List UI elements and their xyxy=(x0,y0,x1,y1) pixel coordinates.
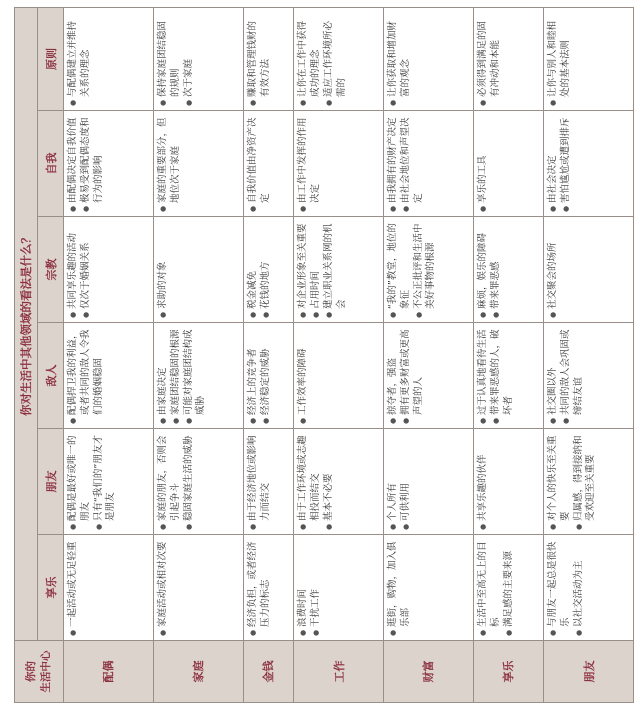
bullet-item: ● 享乐的工具 xyxy=(477,115,490,212)
bullet-list xyxy=(247,539,273,636)
row-header: 工作 xyxy=(294,641,384,703)
row-header: 朋友 xyxy=(544,641,634,703)
bullet-list xyxy=(67,115,105,212)
bullet-list xyxy=(387,433,413,530)
bullet-item: ● 让你获取和增加财富的观念 xyxy=(387,12,413,106)
bullet-list xyxy=(387,115,425,212)
bullet-list xyxy=(67,12,93,106)
bullet-list xyxy=(297,539,323,636)
bullet-list xyxy=(67,539,80,636)
bullet-item: ● 配偶是最好或唯一的朋友 xyxy=(67,433,93,530)
column-header-row xyxy=(38,7,64,702)
table-cell xyxy=(153,323,243,429)
bullet-item: ● 由配偶决定自我价值 xyxy=(67,115,80,212)
bullet-list xyxy=(477,221,503,318)
bullet-item: ● 家庭团结稳固的根源 xyxy=(170,327,183,424)
bullet-item: ● 经济稳定的威胁 xyxy=(260,327,273,424)
table-cell xyxy=(473,217,543,323)
bullet-item: ● 浪费时间 xyxy=(297,539,310,636)
table-cell xyxy=(544,429,634,535)
bullet-item: ● 税金减免 xyxy=(247,221,260,318)
bullet-list xyxy=(547,221,560,318)
bullet-list xyxy=(547,433,598,530)
bullet-item: ● 对个人的快乐至关重要 xyxy=(547,433,573,530)
bullet-item: ● “我的”教堂，地位的象征 xyxy=(387,221,413,318)
table-cell xyxy=(243,323,293,429)
bullet-list xyxy=(247,115,273,212)
bullet-item: ● 对企业形象至关重要 xyxy=(297,221,310,318)
bullet-item: ● 由我拥有的财产决定 xyxy=(387,115,400,212)
table-row xyxy=(384,7,474,702)
bullet-list xyxy=(547,327,585,424)
corner-line-2: 生活中心 xyxy=(40,650,52,693)
bullet-item: ● 建立职业关系网的机会 xyxy=(323,221,349,318)
bullet-item: ● 让你与别人和睦相处的基本法则 xyxy=(547,12,573,106)
bullet-list xyxy=(387,12,413,106)
table-cell xyxy=(294,429,384,535)
table-cell xyxy=(294,111,384,217)
bullet-item: ● 掠夺者，强盗 xyxy=(387,327,400,424)
bullet-item: ● 干扰工作 xyxy=(310,539,323,636)
bullet-item: ● 可能对家庭团结构成威胁 xyxy=(183,327,209,424)
table-cell xyxy=(294,217,384,323)
bullet-item: ● 让你在工作中获得成功的理念 xyxy=(297,12,323,106)
bullet-list xyxy=(387,221,438,318)
bullet-item: ● 只有“我们的”朋友才是朋友 xyxy=(93,433,119,530)
bullet-list xyxy=(157,12,195,106)
bullet-list xyxy=(247,327,273,424)
table-cell xyxy=(153,217,243,323)
bullet-item: ● 个人所有 xyxy=(387,433,400,530)
bullet-item: ● 与配偶建立并维持关系的理念 xyxy=(67,12,93,106)
row-header: 财富 xyxy=(384,641,474,703)
table-body xyxy=(64,7,634,702)
table-cell xyxy=(153,7,243,110)
table-cell xyxy=(473,111,543,217)
bullet-item: ● 工作效率的障碍 xyxy=(297,327,310,424)
bullet-list xyxy=(387,327,425,424)
bullet-item: ● 赚取和管理钱财的有效方法 xyxy=(247,12,273,106)
bullet-item: ● 由于工作环境或志趣相投而结交 xyxy=(297,433,323,530)
table-cell xyxy=(294,535,384,641)
bullet-list xyxy=(67,221,93,318)
column-header: 原则 xyxy=(38,7,64,110)
bullet-item: ● 由于经济地位或影响力而结交 xyxy=(247,433,273,530)
row-header: 配偶 xyxy=(64,641,154,703)
bullet-item: ● 家庭活动或相对次要 xyxy=(157,539,170,636)
bullet-list xyxy=(157,221,170,318)
table-row xyxy=(153,7,243,702)
row-header: 家庭 xyxy=(153,641,243,703)
bullet-list xyxy=(247,12,273,106)
table-cell xyxy=(153,111,243,217)
bullet-item: ● 与朋友一起总是很快乐 xyxy=(547,539,573,636)
bullet-item: ● 经济上的竞争者 xyxy=(247,327,260,424)
table-cell xyxy=(384,429,474,535)
table-cell xyxy=(243,217,293,323)
table-cell xyxy=(473,535,543,641)
bullet-list xyxy=(297,221,348,318)
table-cell xyxy=(384,217,474,323)
bullet-item: ● 家庭的朋友，否则会引起争斗 xyxy=(157,433,183,530)
bullet-list xyxy=(297,12,348,106)
bullet-list xyxy=(157,327,208,424)
bullet-list xyxy=(547,12,573,106)
bullet-list xyxy=(157,115,183,212)
row-header: 金钱 xyxy=(243,641,293,703)
bullet-item: ● 可供利用 xyxy=(400,433,413,530)
bullet-item: ● 一起活动或无足轻重 xyxy=(67,539,80,636)
bullet-item: ● 不公正批评和生活中美好事物的根源 xyxy=(413,221,439,318)
bullet-item: ● 带来罪恶感的人，破坏者 xyxy=(490,327,516,424)
bullet-list xyxy=(157,433,195,530)
table-cell xyxy=(243,429,293,535)
bullet-item: ● 共同享乐趣的活动 xyxy=(67,221,80,318)
bullet-item: ● 经济负担，或者经济压力的标志 xyxy=(247,539,273,636)
bullet-item: ● 基本不必要 xyxy=(323,433,336,530)
table-cell xyxy=(384,7,474,110)
column-header: 享乐 xyxy=(38,535,64,641)
table-row xyxy=(243,7,293,702)
bullet-item: ● 过于认真地看待生活 xyxy=(477,327,490,424)
bullet-item: ● 以社交活动为主 xyxy=(573,539,586,636)
corner-line-1: 你的 xyxy=(25,661,38,682)
bullet-item: ● 由社会决定 xyxy=(547,115,560,212)
table-cell xyxy=(544,7,634,110)
bullet-item: ● 社交聚会的场所 xyxy=(547,221,560,318)
bullet-item: ● 共同的敌人会巩固或缔结友谊 xyxy=(560,327,586,424)
table-cell xyxy=(294,323,384,429)
bullet-list xyxy=(157,539,170,636)
table-cell xyxy=(544,111,634,217)
table-row xyxy=(544,7,634,702)
table-cell xyxy=(294,7,384,110)
bullet-item: ● 占用时间 xyxy=(310,221,323,318)
table-cell xyxy=(473,429,543,535)
table-cell xyxy=(384,535,474,641)
bullet-item: ● 自我价值由净资产决定 xyxy=(247,115,273,212)
bullet-item: ● 害怕尴尬或遭到排斥 xyxy=(560,115,573,212)
bullet-item: ● 仅次于婚姻关系 xyxy=(80,221,93,318)
bullet-list xyxy=(297,433,335,530)
table-cell xyxy=(64,323,154,429)
column-header: 朋友 xyxy=(38,429,64,535)
bullet-list xyxy=(247,221,273,318)
bullet-item: ● 求助的对象 xyxy=(157,221,170,318)
bullet-list xyxy=(477,539,515,636)
table-cell xyxy=(153,429,243,535)
bullet-list xyxy=(547,115,573,212)
bullet-list xyxy=(297,327,310,424)
table-cell xyxy=(384,323,474,429)
bullet-list xyxy=(387,539,413,636)
bullet-item: ● 归属感，得到接纳和受欢迎至关重要 xyxy=(573,433,599,530)
bullet-item: ● 配偶捍卫我的利益，或者共同的敌人令我们的婚姻稳固 xyxy=(67,327,105,424)
table-cell xyxy=(544,535,634,641)
bullet-item: ● 必须得到满足的固有冲动和本能 xyxy=(477,12,503,106)
bullet-item: ● 家庭的重要部分，但地位次于家庭 xyxy=(157,115,183,212)
bullet-item: ● 保持家庭团结稳固的规则 xyxy=(157,12,183,106)
bullet-list xyxy=(67,433,118,530)
bullet-item: ● 生活中至高无上的目标 xyxy=(477,539,503,636)
table-cell xyxy=(64,429,154,535)
life-centers-table xyxy=(14,7,634,703)
table-cell xyxy=(64,7,154,110)
bullet-item: ● 带来罪恶感 xyxy=(490,221,503,318)
table-caption: 你对生活中其他领域的看法是什么？ xyxy=(15,7,38,640)
table-cell xyxy=(64,217,154,323)
table-cell xyxy=(473,7,543,110)
column-header: 自我 xyxy=(38,111,64,217)
table-cell xyxy=(153,535,243,641)
row-header: 享乐 xyxy=(473,641,543,703)
bullet-list xyxy=(547,539,585,636)
bullet-item: ● 极易受到配偶态度和行为的影响 xyxy=(80,115,106,212)
table-cell xyxy=(243,7,293,110)
table-cell xyxy=(64,111,154,217)
bullet-item: ● 由社会地位和声望决定 xyxy=(400,115,426,212)
bullet-list xyxy=(477,115,490,212)
table-cell xyxy=(243,535,293,641)
bullet-list xyxy=(247,433,273,530)
bullet-list xyxy=(67,327,105,424)
bullet-item: ● 满足感的主要来源 xyxy=(503,539,516,636)
corner-header xyxy=(15,641,64,703)
table-cell xyxy=(64,535,154,641)
table-cell xyxy=(544,323,634,429)
table-cell xyxy=(243,111,293,217)
column-header: 敌人 xyxy=(38,323,64,429)
bullet-item: ● 麻烦，娱乐的障碍 xyxy=(477,221,490,318)
bullet-list xyxy=(477,327,515,424)
bullet-list xyxy=(477,433,490,530)
bullet-item: ● 由工作中发挥的作用决定 xyxy=(297,115,323,212)
table-cell xyxy=(384,111,474,217)
column-header: 宗教 xyxy=(38,217,64,323)
bullet-list xyxy=(477,12,503,106)
table-cell xyxy=(544,217,634,323)
bullet-item: ● 花钱的地方 xyxy=(260,221,273,318)
bullet-item: ● 逛街，购物，加入俱乐部 xyxy=(387,539,413,636)
table-cell xyxy=(473,323,543,429)
bullet-item: ● 拥有更多财富或更高声望的人 xyxy=(400,327,426,424)
bullet-item: ● 适应工作环境所必需的 xyxy=(323,12,349,106)
bullet-list xyxy=(297,115,323,212)
bullet-item: ● 社交圈以外 xyxy=(547,327,560,424)
bullet-item: ● 稳固家庭生活的威胁 xyxy=(183,433,196,530)
bullet-item: ● 由家庭决定 xyxy=(157,327,170,424)
bullet-item: ● 次于家庭 xyxy=(183,12,196,106)
table-row xyxy=(294,7,384,702)
table-row xyxy=(473,7,543,702)
bullet-item: ● 共享乐趣的伙伴 xyxy=(477,433,490,530)
table-row xyxy=(64,7,154,702)
